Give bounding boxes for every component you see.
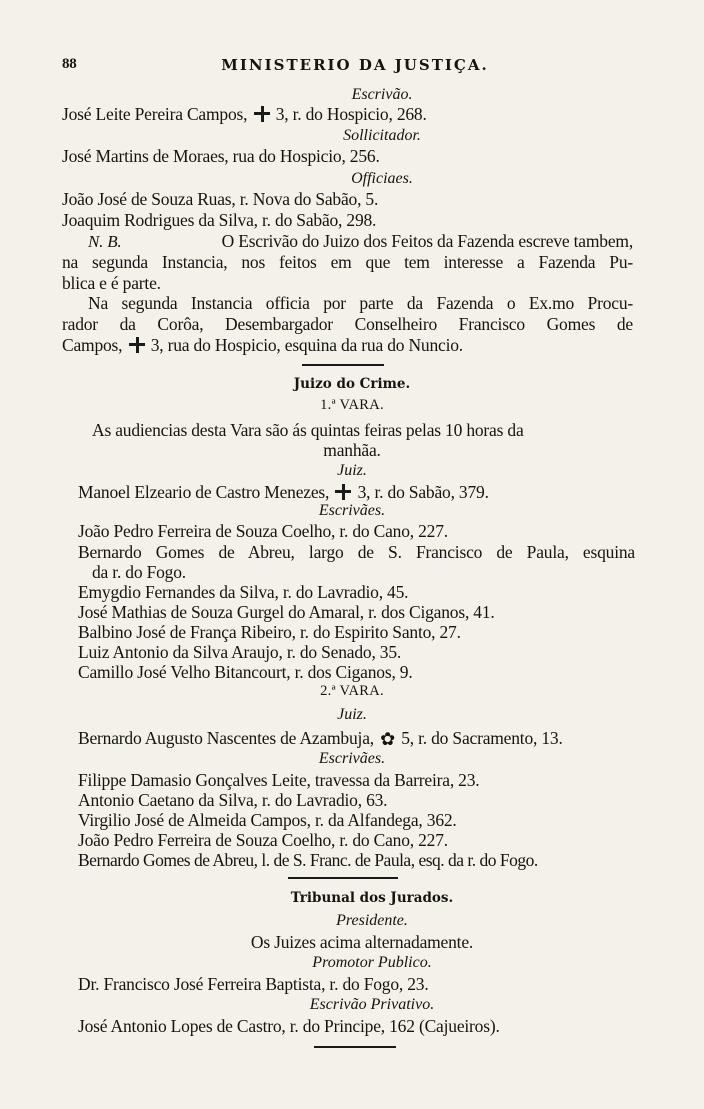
escrivao-entry: Virgilio José de Almeida Campos, r. da Alfandega, 362. bbox=[78, 810, 457, 830]
nb-line: na segunda Instancia, nos feitos em que tem interesse a Fazenda Pu- bbox=[62, 252, 633, 272]
order-cross-icon bbox=[254, 106, 270, 122]
promotor-entry: Dr. Francisco José Ferreira Baptista, r. do Fogo, 23. bbox=[78, 974, 429, 994]
juiz-heading: Juiz. bbox=[337, 706, 367, 723]
escrivao-privativo-entry: José Antonio Lopes de Castro, r. do Principe, 162 (Cajueiros). bbox=[78, 1016, 500, 1036]
escrivao-entry: Bernardo Gomes de Abreu, largo de S. Francisco de Paula, esquina bbox=[78, 542, 635, 562]
escrivao-entry: José Mathias de Souza Gurgel do Amaral, r. dos Ciganos, 41. bbox=[78, 602, 495, 622]
segunda-line: Na segunda Instancia officia por parte da Fazenda o Ex.mo Procu- bbox=[88, 293, 633, 313]
escrivaes-heading: Escrivães. bbox=[318, 502, 386, 519]
segunda-line: Campos, 3, rua do Hospicio, esquina da rua do Nuncio. bbox=[62, 335, 463, 355]
presidente-entry: Os Juizes acima alternadamente. bbox=[250, 932, 474, 952]
sollicitador-heading: Sollicitador. bbox=[343, 127, 421, 144]
order-cross-icon bbox=[129, 337, 145, 353]
escrivao-privativo-heading: Escrivão Privativo. bbox=[309, 996, 435, 1013]
escrivao-entry: Emygdio Fernandes da Silva, r. do Lavradio, 45. bbox=[78, 582, 409, 602]
order-cross-icon bbox=[335, 484, 351, 500]
escrivao-entry: João Pedro Ferreira de Souza Coelho, r. do Cano, 227. bbox=[78, 830, 448, 850]
audiencias-line: manhãa. bbox=[323, 440, 381, 460]
juiz-entry: Manoel Elzeario de Castro Menezes, 3, r. do Sabão, 379. bbox=[78, 482, 489, 502]
escrivao-address: 3, r. do Hospicio, 268. bbox=[275, 104, 427, 124]
running-title: MINISTERIO DA JUSTIÇA. bbox=[221, 56, 489, 74]
escrivao-entry: João Pedro Ferreira de Souza Coelho, r. do Cano, 227. bbox=[78, 521, 448, 541]
segunda-line: rador da Corôa, Desembargador Conselheiro Francisco Gomes de bbox=[62, 314, 633, 334]
juiz-heading: Juiz. bbox=[337, 462, 367, 479]
presidente-heading: Presidente. bbox=[336, 912, 408, 929]
officiaes-entry: Joaquim Rodrigues da Silva, r. do Sabão, 298. bbox=[62, 210, 377, 230]
nb-line: blica e é parte. bbox=[62, 273, 161, 293]
vara1-label: 1.ª VARA. bbox=[320, 397, 384, 413]
nb-line bbox=[88, 231, 633, 252]
escrivao-entry: Antonio Caetano da Silva, r. do Lavradio, 63. bbox=[78, 790, 388, 810]
escrivao-entry: da r. do Fogo. bbox=[92, 562, 186, 582]
escrivao-entry: Camillo José Velho Bitancourt, r. dos Ciganos, 9. bbox=[78, 662, 413, 682]
section-divider bbox=[314, 1046, 396, 1048]
promotor-heading: Promotor Publico. bbox=[312, 954, 432, 971]
page-number: 88 bbox=[62, 56, 77, 72]
rose-order-icon: ✿ bbox=[380, 729, 396, 749]
sollicitador-entry: José Martins de Moraes, rua do Hospicio, 256. bbox=[62, 146, 380, 166]
escrivao-entry: Bernardo Gomes de Abreu, l. de S. Franc. de Paula, esq. da r. do Fogo. bbox=[78, 850, 538, 870]
tribunal-heading: Tribunal dos Jurados. bbox=[290, 890, 454, 906]
juiz-entry: Bernardo Augusto Nascentes de Azambuja, ✿ 5, r. do Sacramento, 13. bbox=[78, 728, 563, 749]
escrivaes-heading: Escrivães. bbox=[318, 750, 386, 767]
escrivao-entry: Luiz Antonio da Silva Araujo, r. do Senado, 35. bbox=[78, 642, 402, 662]
nb-text: O Escrivão do Juizo dos Feitos da Fazenda escreve tambem, bbox=[221, 231, 633, 251]
escrivao-heading: Escrivão. bbox=[351, 86, 413, 103]
nb-label: N. B. bbox=[88, 232, 122, 251]
audiencias-line: As audiencias desta Vara são ás quintas feiras pelas 10 horas da bbox=[92, 420, 524, 440]
escrivao-name: José Leite Pereira Campos, bbox=[62, 104, 248, 124]
escrivao-entry: Balbino José de França Ribeiro, r. do Espirito Santo, 27. bbox=[78, 622, 461, 642]
escrivao-entry bbox=[62, 104, 704, 125]
section-divider bbox=[302, 364, 384, 366]
vara2-label: 2.ª VARA. bbox=[320, 683, 384, 699]
escrivao-entry: Filippe Damasio Gonçalves Leite, travessa da Barreira, 23. bbox=[78, 770, 480, 790]
section-divider bbox=[288, 877, 398, 879]
juizo-crime-heading: Juizo do Crime. bbox=[293, 376, 411, 392]
officiaes-entry: João José de Souza Ruas, r. Nova do Sabão, 5. bbox=[62, 189, 379, 209]
officiaes-heading: Officiaes. bbox=[351, 170, 413, 187]
